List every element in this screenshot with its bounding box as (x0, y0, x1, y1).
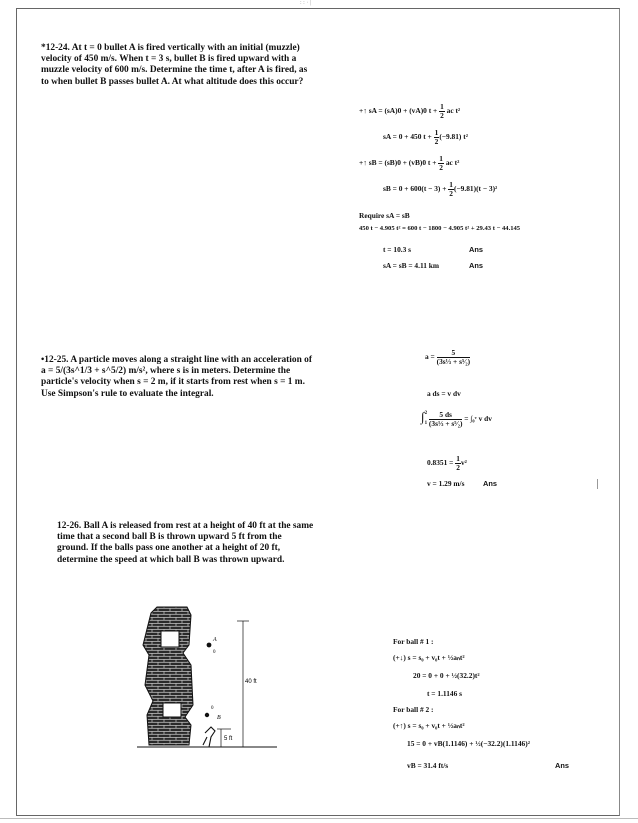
label-0-upper: 0 (213, 650, 216, 655)
answer-label: Ans (469, 261, 483, 270)
problem-text: Ball A is released from rest at a height of 40 ft at the same time that a second ball B is thrown upward 5 ft from the ground. If the balls pass one another at a height of 20 ft, determine the speed at which ball B was thrown upward. (57, 521, 314, 565)
person-icon (203, 727, 215, 747)
answer-label: Ans (483, 479, 497, 488)
problem-number: *12-24. (41, 43, 70, 53)
eq-sb: sB = 0 + 600(t − 3) + $\frac{1}{2}$ (−9.81)(t − 3)² (383, 180, 498, 198)
ball2-eq1: (+↑) s = s₀ + v₀t + ½aₙt² (393, 721, 465, 730)
label-5ft: 5 ft (224, 736, 233, 742)
answer-label: Ans (555, 761, 569, 770)
bottom-scan-edge (0, 818, 638, 819)
ads-eq: a ds = v dv (427, 389, 461, 398)
ball1-eq1: (+↓) s = s₀ + v₀t + ½aₙt² (393, 653, 465, 662)
label-0-lower: 0 (211, 706, 214, 711)
eq-sa-general: +↑ sA = (sA)0 + (vA)0 t + $\frac{1}{2}$ ac t² (359, 102, 461, 120)
problem-12-24 (41, 43, 313, 88)
t-result: t = 10.3 s (383, 245, 412, 254)
problem-number: •12-25. (41, 355, 69, 365)
altitude-result: sA = sB = 4.11 km (383, 261, 440, 270)
problem-text: At t = 0 bullet A is fired vertically with an initial (muzzle) velocity of 450 m/s. When t = 3 s, bullet B is fired upward with a muzzle velocity of 600 m/s. Determine the time t, after A is fired, as to when bullet B passes bullet A. At what altitude does this occur? (41, 43, 308, 87)
label-a: A (213, 637, 217, 643)
margin-tick (597, 479, 598, 489)
textbook-page (16, 8, 620, 816)
header-mark: : : · | (300, 0, 312, 6)
ball2-eq2: 15 = 0 + vB(1.1146) + ½(−32.2)(1.1146)² (407, 739, 530, 748)
label-40ft: 40 ft (245, 679, 257, 685)
ball2-eq3: vB = 31.4 ft/s (407, 761, 449, 770)
label-b: B (217, 715, 221, 721)
wall-shape (143, 607, 193, 745)
window-upper (161, 631, 179, 647)
acceleration-eq: a = $\frac{5}{\text{(3s⅓ + s⁵⁄₂)}}$ (425, 348, 471, 366)
problem-12-26 (57, 521, 315, 566)
ball1-eq3: t = 1.1146 s (427, 689, 463, 698)
eq-sa: sA = 0 + 450 t + $\frac{1}{2}$ (−9.81) t² (383, 128, 468, 146)
ball1-heading: For ball # 1 : (393, 637, 434, 646)
ball-a-icon (207, 643, 212, 648)
problem-12-25 (41, 355, 313, 400)
require-line: Require sA = sB (359, 211, 410, 220)
answer-label: Ans (469, 245, 483, 254)
eq-equate: 450 t − 4.905 t² = 600 t − 1800 − 4.905 t² + 29.43 t − 44.145 (359, 225, 521, 232)
ball1-eq2: 20 = 0 + 0 + ½(32.2)t² (413, 671, 480, 680)
ball-b-icon (205, 713, 209, 717)
eq-sb-general: +↑ sB = (sB)0 + (vB)0 t + $\frac{1}{2}$ ac t² (359, 154, 460, 172)
problem-number: 12-26. (57, 521, 82, 531)
ball2-heading: For ball # 2 : (393, 705, 434, 714)
problem-text: A particle moves along a straight line with an acceleration of a = 5/(3s^1/3 + s^5/2) m/s², where s is in meters. Determine the particle's velocity when s = 2 m, if it starts from rest when s = 1 m. Use Simpson's rule to evaluate the integral. (41, 355, 312, 399)
velocity-result: v = 1.29 m/s (427, 479, 465, 488)
integral-eq: ∫ 2 1 $\frac{5 ds}{\text{(3s⅓ + s⁵⁄₂)}}$ = ∫₀ᵛ v dv (421, 409, 492, 428)
window-lower (163, 703, 181, 717)
brick-wall-figure (137, 605, 277, 753)
integral-result: 0.8351 = $\frac{1}{2}$ v² (427, 454, 467, 472)
